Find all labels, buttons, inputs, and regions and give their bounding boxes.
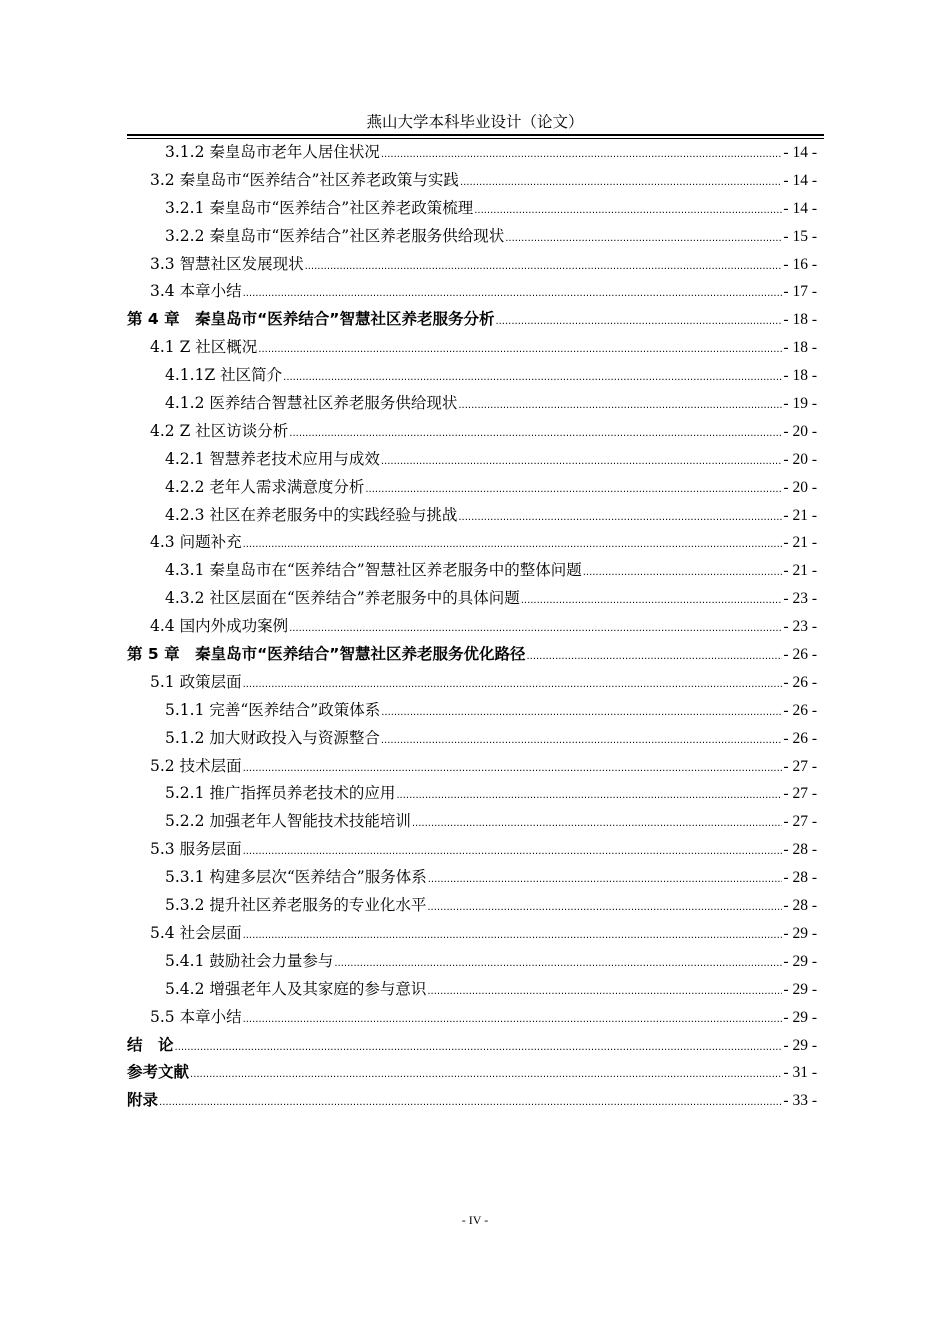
toc-dot-leader [289,615,782,643]
toc-entry-title: 参考文献 [127,1063,190,1082]
toc-entry-title: 4.2.1 智慧养老技术应用与成效 [165,449,380,468]
toc-dot-leader [460,169,782,197]
toc-entry[interactable] [127,753,817,781]
toc-dot-leader [305,253,783,281]
toc-entry-title: 4.4 国内外成功案例 [150,617,289,636]
toc-dot-leader [505,225,782,253]
toc-dot-leader [381,141,783,169]
toc-entry[interactable] [127,1087,817,1115]
toc-entry-title: 5.2.1 推广指挥员养老技术的应用 [165,784,396,803]
toc-entry[interactable] [127,139,817,167]
toc-dot-leader [396,782,782,810]
toc-entry-title: 4.2.2 老年人需求满意度分析 [165,477,365,496]
toc-dot-leader [243,922,783,950]
toc-entry-title: 4.2 Z 社区访谈分析 [150,421,289,440]
toc-dot-leader [365,476,782,504]
table-of-contents [127,139,817,1115]
toc-entry-page: - 27 - [783,785,817,803]
toc-entry[interactable] [127,223,817,251]
toc-entry-title: 结 论 [127,1035,174,1054]
toc-entry[interactable] [127,334,817,362]
toc-entry-page: - 26 - [783,729,817,747]
toc-entry[interactable] [127,1032,817,1060]
toc-entry-title: 4.1 Z 社区概况 [150,338,258,357]
toc-dot-leader [258,336,782,364]
toc-entry-page: - 28 - [783,841,817,859]
toc-entry-title: 5.2.2 加强老年人智能技术技能培训 [165,812,411,831]
toc-entry[interactable] [127,585,817,613]
toc-entry-title: 5.4.1 鼓励社会力量参与 [165,951,334,970]
toc-dot-leader [289,420,782,448]
toc-dot-leader [243,531,783,559]
toc-dot-leader [458,392,782,420]
toc-entry[interactable] [127,920,817,948]
toc-dot-leader [190,1061,782,1089]
toc-entry-title: 3.2.2 秦皇岛市“医养结合”社区养老服务供给现状 [165,226,505,245]
toc-entry-page: - 20 - [783,478,817,496]
toc-entry[interactable] [127,864,817,892]
toc-entry-title: 5.4 社会层面 [150,923,242,942]
toc-entry-title: 5.1.1 完善“医养结合”政策体系 [165,700,381,719]
toc-dot-leader [495,308,782,336]
toc-entry-page: - 23 - [783,590,817,608]
toc-dot-leader [412,810,783,838]
toc-dot-leader [243,671,783,699]
toc-dot-leader [159,1089,782,1117]
toc-entry-title: 5.3.2 提升社区养老服务的专业化水平 [165,896,427,915]
toc-dot-leader [427,978,782,1006]
toc-entry-page: - 21 - [783,562,817,580]
toc-entry[interactable] [127,697,817,725]
toc-dot-leader [381,699,782,727]
toc-entry[interactable] [127,278,817,306]
toc-entry[interactable] [127,976,817,1004]
toc-entry-page: - 14 - [783,199,817,217]
toc-entry[interactable] [127,557,817,585]
toc-entry-title: 3.4 本章小结 [150,282,242,301]
toc-entry-page: - 20 - [783,450,817,468]
toc-entry-title: 5.3.1 构建多层次“医养结合”服务体系 [165,868,427,887]
toc-dot-leader [583,559,783,587]
toc-entry-title: 3.2 秦皇岛市“医养结合”社区养老政策与实践 [150,170,459,189]
toc-entry-page: - 27 - [783,757,817,775]
toc-entry-title: 3.3 智慧社区发展现状 [150,254,304,273]
toc-entry[interactable] [127,1004,817,1032]
toc-entry-page: - 29 - [783,952,817,970]
toc-dot-leader [175,1034,783,1062]
toc-entry-title: 5.4.2 增强老年人及其家庭的参与意识 [165,979,427,998]
toc-entry-title: 4.3.1 秦皇岛市在“医养结合”智慧社区养老服务中的整体问题 [165,561,582,580]
toc-dot-leader [521,587,783,615]
toc-entry-page: - 29 - [783,1008,817,1026]
toc-entry[interactable] [127,808,817,836]
toc-entry-title: 5.1 政策层面 [150,672,242,691]
toc-entry-title: 5.3 服务层面 [150,840,242,859]
toc-dot-leader [334,950,782,978]
toc-entry[interactable] [127,836,817,864]
toc-entry[interactable] [127,390,817,418]
toc-dot-leader [283,364,782,392]
toc-entry-title: 附录 [127,1091,159,1110]
toc-entry-page: - 14 - [783,171,817,189]
toc-entry-title: 5.1.2 加大财政投入与资源整合 [165,728,380,747]
toc-entry-page: - 29 - [783,1036,817,1054]
toc-dot-leader [526,643,782,671]
toc-entry-page: - 26 - [783,701,817,719]
toc-entry[interactable] [127,306,817,334]
toc-entry-title: 第 4 章 秦皇岛市“医养结合”智慧社区养老服务分析 [127,310,495,329]
toc-entry-page: - 27 - [783,813,817,831]
toc-entry[interactable] [127,948,817,976]
toc-dot-leader [474,197,782,225]
toc-entry-page: - 26 - [783,646,817,664]
toc-entry-title: 5.5 本章小结 [150,1007,242,1026]
toc-entry-title: 4.1.2 医养结合智慧社区养老服务供给现状 [165,394,458,413]
toc-entry-page: - 18 - [783,339,817,357]
toc-entry[interactable] [127,195,817,223]
toc-entry-title: 4.2.3 社区在养老服务中的实践经验与挑战 [165,505,458,524]
toc-entry[interactable] [127,529,817,557]
toc-entry[interactable] [127,251,817,279]
toc-entry-title: 4.3 问题补充 [150,533,242,552]
toc-entry[interactable] [127,474,817,502]
toc-entry[interactable] [127,502,817,530]
toc-entry-page: - 14 - [783,144,817,161]
toc-dot-leader [243,280,783,308]
toc-dot-leader [381,448,783,476]
toc-entry[interactable] [127,641,817,669]
toc-entry-page: - 21 - [783,534,817,552]
toc-entry-page: - 17 - [783,283,817,301]
toc-dot-leader [243,755,783,783]
toc-entry-page: - 31 - [783,1064,817,1082]
header-rule-thick [127,134,824,136]
page-number: - IV - [461,1213,489,1227]
toc-entry-title: 5.2 技术层面 [150,756,242,775]
toc-entry-page: - 33 - [783,1092,817,1110]
toc-entry-title: 3.1.2 秦皇岛市老年人居住状况 [165,143,380,161]
toc-entry-title: 第 5 章 秦皇岛市“医养结合”智慧社区养老服务优化路径 [127,645,526,664]
toc-entry-page: - 18 - [783,367,817,385]
toc-entry-page: - 20 - [783,422,817,440]
toc-dot-leader [427,894,782,922]
toc-entry-page: - 15 - [783,227,817,245]
toc-entry-page: - 29 - [783,924,817,942]
toc-entry[interactable] [127,613,817,641]
page-header-title: 燕山大学本科毕业设计（论文） [366,113,584,131]
toc-entry[interactable] [127,446,817,474]
toc-entry-page: - 21 - [783,506,817,524]
toc-entry-title: 3.2.1 秦皇岛市“医养结合”社区养老政策梳理 [165,198,474,217]
toc-dot-leader [243,1006,783,1034]
toc-entry-page: - 29 - [783,980,817,998]
toc-dot-leader [243,838,783,866]
toc-entry-page: - 28 - [783,869,817,887]
toc-dot-leader [458,504,782,532]
toc-entry[interactable] [127,669,817,697]
toc-entry[interactable] [127,167,817,195]
toc-entry[interactable] [127,892,817,920]
toc-entry-page: - 19 - [783,395,817,413]
toc-entry-title: 4.3.2 社区层面在“医养结合”养老服务中的具体问题 [165,589,520,608]
toc-entry-page: - 28 - [783,897,817,915]
toc-entry[interactable] [127,725,817,753]
toc-entry-page: - 23 - [783,618,817,636]
toc-entry-page: - 26 - [783,673,817,691]
toc-entry[interactable] [127,362,817,390]
toc-dot-leader [381,727,783,755]
toc-entry[interactable] [127,780,817,808]
toc-entry[interactable] [127,1059,817,1087]
toc-dot-leader [428,866,783,894]
toc-entry[interactable] [127,418,817,446]
toc-entry-title: 4.1.1Z 社区简介 [165,366,283,385]
toc-entry-page: - 16 - [783,255,817,273]
toc-entry-page: - 18 - [783,311,817,329]
